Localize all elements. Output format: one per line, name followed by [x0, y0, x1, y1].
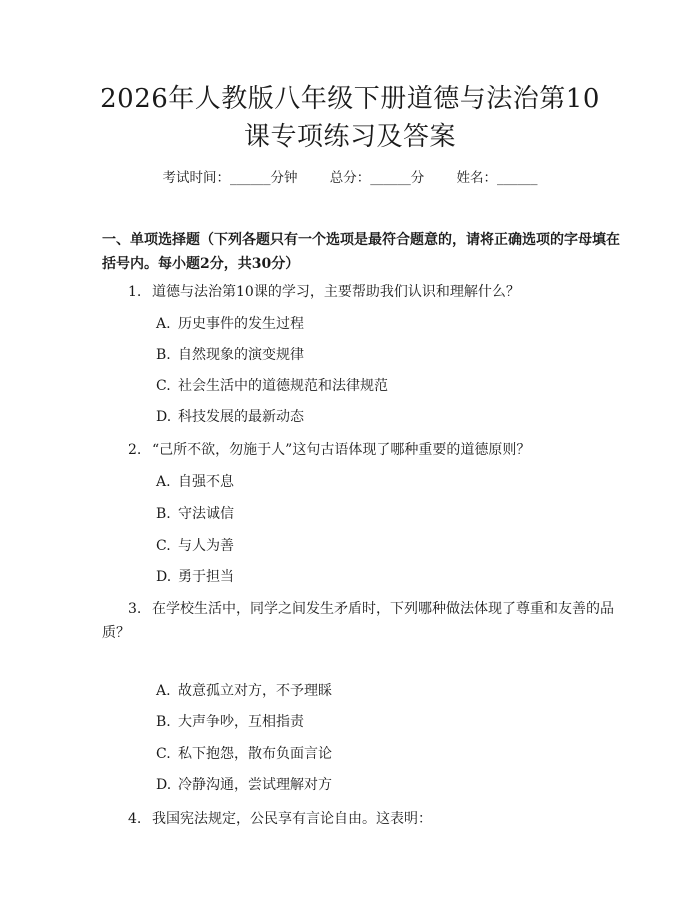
- question-number: 2.: [128, 442, 142, 458]
- option-1c: [156, 375, 616, 397]
- option-3a: [156, 680, 616, 702]
- option-3c: [156, 743, 616, 765]
- option-text: 勇于担当: [178, 569, 234, 585]
- option-letter: C.: [156, 378, 171, 394]
- option-letter: A.: [156, 316, 171, 332]
- option-1a: [156, 313, 616, 335]
- option-letter: B.: [156, 714, 171, 730]
- option-letter: C.: [156, 746, 171, 762]
- question-number: 1.: [128, 284, 142, 300]
- option-letter: B.: [156, 347, 171, 363]
- option-letter: D.: [156, 569, 172, 585]
- question-text: “己所不欲，勿施于人”这句古语体现了哪种重要的道德原则？: [152, 442, 531, 458]
- option-2d: [156, 566, 616, 588]
- title-line-1: 2026年人教版八年级下册道德与法治第10: [100, 84, 600, 114]
- option-text: 大声争吵，互相指责: [178, 714, 304, 730]
- exam-time-field: 考试时间：______分钟: [162, 170, 298, 186]
- option-letter: B.: [156, 506, 171, 522]
- option-2c: [156, 535, 616, 557]
- title-line-2: 课专项练习及答案: [243, 122, 456, 152]
- document-title: [60, 80, 640, 156]
- option-text: 社会生活中的道德规范和法律规范: [178, 378, 388, 394]
- question-3: [102, 597, 622, 645]
- option-1d: [156, 406, 616, 428]
- option-2b: [156, 503, 616, 525]
- exam-info-line: [0, 168, 700, 188]
- option-text: 与人为善: [178, 538, 234, 554]
- option-3b: [156, 711, 616, 733]
- question-2: [102, 438, 622, 462]
- question-1: [102, 280, 622, 304]
- option-letter: A.: [156, 683, 171, 699]
- question-number: 3.: [128, 601, 142, 617]
- option-letter: A.: [156, 474, 171, 490]
- option-letter: D.: [156, 777, 172, 793]
- question-text: 我国宪法规定，公民享有言论自由。这表明：: [152, 811, 432, 827]
- option-1b: [156, 344, 616, 366]
- option-letter: C.: [156, 538, 171, 554]
- option-text: 自强不息: [178, 474, 234, 490]
- option-3d: [156, 774, 616, 796]
- option-2a: [156, 471, 616, 493]
- option-text: 科技发展的最新动态: [178, 409, 304, 425]
- section-heading-single-choice: 一、单项选择题（下列各题只有一个选项是最符合题意的，请将正确选项的字母填在括号内。每小题2分，共30分）: [102, 232, 620, 272]
- student-name-field: 姓名：______: [456, 170, 538, 186]
- option-text: 冷静沟通，尝试理解对方: [178, 777, 332, 793]
- option-text: 自然现象的演变规律: [178, 347, 304, 363]
- question-text: 道德与法治第10课的学习，主要帮助我们认识和理解什么？: [152, 284, 520, 300]
- option-text: 历史事件的发生过程: [178, 316, 304, 332]
- option-letter: D.: [156, 409, 172, 425]
- question-number: 4.: [128, 811, 142, 827]
- total-score-field: 总分：______分: [329, 170, 425, 186]
- option-text: 故意孤立对方，不予理睬: [178, 683, 332, 699]
- option-text: 私下抱怨，散布负面言论: [178, 746, 332, 762]
- question-text: 在学校生活中，同学之间发生矛盾时，下列哪种做法体现了尊重和友善的品质？: [102, 601, 614, 641]
- option-text: 守法诚信: [178, 506, 234, 522]
- question-4: [102, 807, 622, 831]
